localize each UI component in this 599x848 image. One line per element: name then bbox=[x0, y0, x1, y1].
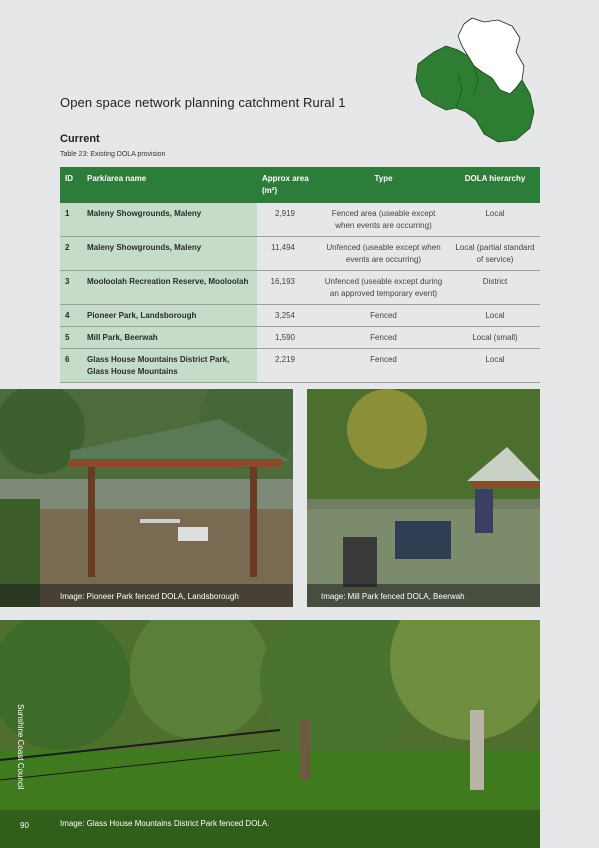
cell-area: 16,193 bbox=[257, 271, 317, 305]
photo-image bbox=[0, 389, 293, 607]
table-caption: Table 23: Existing DOLA provision bbox=[60, 151, 166, 158]
table-row bbox=[60, 203, 540, 237]
council-name-vertical: Sunshine Coast Council bbox=[16, 704, 25, 790]
table-header-row bbox=[60, 167, 540, 203]
cell-hierarchy: Local bbox=[450, 203, 540, 237]
cell-name: Glass House Mountains District Park, Glass House Mountains bbox=[82, 349, 257, 383]
cell-hierarchy: District bbox=[450, 271, 540, 305]
header-hierarchy: DOLA hierarchy bbox=[450, 167, 540, 203]
cell-area: 11,494 bbox=[257, 237, 317, 271]
header-type: Type bbox=[317, 167, 450, 203]
cell-id: 1 bbox=[60, 203, 82, 237]
photo-caption: Image: Mill Park fenced DOLA, Beerwah bbox=[307, 584, 540, 607]
header-area: Approx area (m²) bbox=[257, 167, 317, 203]
photo-caption: Image: Glass House Mountains District Park fenced DOLA. bbox=[60, 819, 270, 828]
cell-area: 2,219 bbox=[257, 349, 317, 383]
section-subheading: Current bbox=[60, 133, 100, 145]
cell-type: Unfenced (useable except when events are occurring) bbox=[317, 237, 450, 271]
cell-name: Mill Park, Beerwah bbox=[82, 327, 257, 349]
page-number: 90 bbox=[20, 821, 29, 830]
cell-id: 6 bbox=[60, 349, 82, 383]
photo-image bbox=[307, 389, 540, 607]
header-id: ID bbox=[60, 167, 82, 203]
cell-name: Mooloolah Recreation Reserve, Mooloolah bbox=[82, 271, 257, 305]
cell-type: Fenced bbox=[317, 327, 450, 349]
cell-type: Fenced area (useable except when events are occurring) bbox=[317, 203, 450, 237]
photo-caption: Image: Pioneer Park fenced DOLA, Landsborough bbox=[0, 584, 293, 607]
page-heading: Open space network planning catchment Rural 1 bbox=[60, 95, 346, 110]
cell-id: 4 bbox=[60, 305, 82, 327]
cell-id: 3 bbox=[60, 271, 82, 305]
cell-hierarchy: Local bbox=[450, 305, 540, 327]
photo-mill-park bbox=[307, 389, 540, 607]
cell-hierarchy: Local (partial standard of service) bbox=[450, 237, 540, 271]
photo-pioneer-park bbox=[0, 389, 293, 607]
table-row bbox=[60, 237, 540, 271]
cell-name: Maleny Showgrounds, Maleny bbox=[82, 203, 257, 237]
table-row bbox=[60, 271, 540, 305]
photo-glass-house-park bbox=[0, 620, 540, 848]
cell-id: 5 bbox=[60, 327, 82, 349]
cell-name: Pioneer Park, Landsborough bbox=[82, 305, 257, 327]
cell-area: 3,254 bbox=[257, 305, 317, 327]
cell-hierarchy: Local bbox=[450, 349, 540, 383]
cell-name: Maleny Showgrounds, Maleny bbox=[82, 237, 257, 271]
cell-type: Unfenced (useable except during an approved temporary event) bbox=[317, 271, 450, 305]
cell-type: Fenced bbox=[317, 305, 450, 327]
table-row bbox=[60, 349, 540, 383]
cell-area: 1,590 bbox=[257, 327, 317, 349]
cell-id: 2 bbox=[60, 237, 82, 271]
catchment-map bbox=[412, 16, 544, 146]
cell-type: Fenced bbox=[317, 349, 450, 383]
table-row bbox=[60, 305, 540, 327]
header-park-name: Park/area name bbox=[82, 167, 257, 203]
cell-hierarchy: Local (small) bbox=[450, 327, 540, 349]
table-row bbox=[60, 327, 540, 349]
cell-area: 2,919 bbox=[257, 203, 317, 237]
dola-table bbox=[60, 167, 540, 383]
